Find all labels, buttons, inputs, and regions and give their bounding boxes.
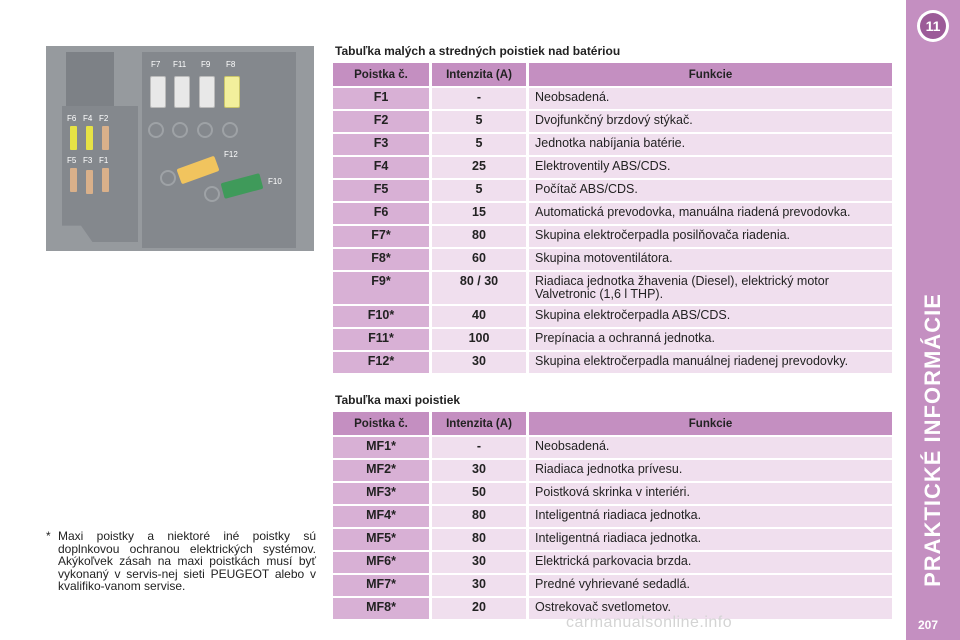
fuse-amperage: 80 [429,226,526,247]
fuse-label-f7: F7 [151,60,161,69]
fuse-label-f3: F3 [83,156,93,165]
fuse-number: F11* [333,329,429,350]
fuse-amperage: 25 [429,157,526,178]
fuse-number: MF2* [333,460,429,481]
fuse-slot [222,122,238,138]
fuse-function: Riadiaca jednotka žhavenia (Diesel), elektrický motor Valvetronic (1,6 l THP). [526,272,892,304]
fuse-function: Skupina elektročerpadla posilňovača riadenia. [526,226,892,247]
fuse-slot [148,122,164,138]
table1-title: Tabuľka malých a stredných poistiek nad batériou [335,44,621,58]
fuse-function: Jednotka nabíjania batérie. [526,134,892,155]
fuse-f7 [150,76,166,108]
fuse-amperage: - [429,88,526,109]
table-row [333,272,892,304]
table-row [333,111,892,132]
fuse-table-maxi [333,410,892,621]
table-row [333,552,892,573]
fuse-number: F6 [333,203,429,224]
fuse-amperage: 80 / 30 [429,272,526,304]
table-row [333,306,892,327]
footnote-text: Maxi poistky a niektoré iné poistky sú doplnkovou ochranou elektrických systémov. Akýkoľvek zásah na maxi poistkách musí byť vykonaný v servis-nej sieti PEUGEOT alebo v kvalifiko-vanom servise. [58,529,316,593]
fuse-function: Prepínacia a ochranná jednotka. [526,329,892,350]
fuse-amperage: 30 [429,552,526,573]
watermark: carmanualsonline.info [566,614,733,631]
fuse-amperage: 30 [429,460,526,481]
fuse-number: F5 [333,180,429,201]
table2-title: Tabuľka maxi poistiek [335,393,461,407]
fuse-box-tab [66,52,114,112]
table1-header-function: Funkcie [526,63,892,86]
chapter-title: PRAKTICKÉ INFORMÁCIE [920,293,945,587]
fuse-f5 [70,168,77,192]
fuse-function: Automatická prevodovka, manuálna riadená prevodovka. [526,203,892,224]
fuse-number: MF7* [333,575,429,596]
fuse-function: Poistková skrinka v interiéri. [526,483,892,504]
footnote [46,530,316,593]
table1-header-amperage: Intenzita (A) [429,63,526,86]
fuse-amperage: - [429,437,526,458]
fuse-number: F2 [333,111,429,132]
table-row [333,180,892,201]
fuse-amperage: 30 [429,575,526,596]
fuse-f9 [199,76,215,108]
fuse-number: MF6* [333,552,429,573]
table-row [333,249,892,270]
fuse-function: Riadiaca jednotka prívesu. [526,460,892,481]
fuse-function: Elektroventily ABS/CDS. [526,157,892,178]
fuse-amperage: 100 [429,329,526,350]
fuse-slot [197,122,213,138]
chapter-badge [917,10,949,42]
fuse-f1 [102,168,109,192]
fuse-f3 [86,170,93,194]
fuse-amperage: 20 [429,598,526,619]
fuse-function: Elektrická parkovacia brzda. [526,552,892,573]
fuse-function: Skupina elektročerpadla manuálnej riadenej prevodovky. [526,352,892,373]
fuse-label-f2: F2 [99,114,109,123]
fuse-number: F8* [333,249,429,270]
table-row [333,460,892,481]
table-row [333,226,892,247]
fuse-function: Predné vyhrievané sedadlá. [526,575,892,596]
table-row [333,134,892,155]
fuse-function: Dvojfunkčný brzdový stýkač. [526,111,892,132]
fuse-amperage: 5 [429,180,526,201]
fuse-table-small-medium [333,61,892,375]
fuse-slot [160,170,176,186]
fuse-number: MF4* [333,506,429,527]
fuse-slot [172,122,188,138]
footnote-star: * [46,529,51,543]
fuse-label-f11: F11 [173,60,187,69]
fuse-function: Počítač ABS/CDS. [526,180,892,201]
fuse-amperage: 5 [429,111,526,132]
fuse-number: F12* [333,352,429,373]
fuse-f8 [224,76,240,108]
fuse-label-f9: F9 [201,60,211,69]
fuse-amperage: 30 [429,352,526,373]
fuse-amperage: 15 [429,203,526,224]
fuse-number: F10* [333,306,429,327]
fuse-f4 [86,126,93,150]
fuse-number: MF5* [333,529,429,550]
fuse-f6 [70,126,77,150]
table-row [333,352,892,373]
fuse-number: F9* [333,272,429,304]
fuse-amperage: 80 [429,529,526,550]
fuse-function: Inteligentná riadiaca jednotka. [526,529,892,550]
fuse-number: F7* [333,226,429,247]
table-row [333,437,892,458]
table-row [333,157,892,178]
fuse-amperage: 50 [429,483,526,504]
table2-header-function: Funkcie [526,412,892,435]
table2-header-fuse: Poistka č. [333,412,429,435]
chapter-number: 11 [920,13,946,39]
fuse-number: MF3* [333,483,429,504]
fuse-function: Skupina motoventilátora. [526,249,892,270]
fuse-f2 [102,126,109,150]
fuse-label-f5: F5 [67,156,77,165]
table1-header-fuse: Poistka č. [333,63,429,86]
fuse-function: Neobsadená. [526,88,892,109]
fuse-function: Ostrekovač svetlometov. [526,598,892,619]
table-row [333,529,892,550]
fuse-function: Skupina elektročerpadla ABS/CDS. [526,306,892,327]
page-number: 207 [918,618,939,632]
table2-body [333,437,892,619]
fuse-number: MF8* [333,598,429,619]
fuse-amperage: 60 [429,249,526,270]
table-row [333,88,892,109]
fuse-box-illustration [46,46,314,251]
fuse-function: Neobsadená. [526,437,892,458]
fuse-label-f4: F4 [83,114,93,123]
fuse-label-f10: F10 [268,177,282,186]
fuse-amperage: 40 [429,306,526,327]
fuse-function: Inteligentná riadiaca jednotka. [526,506,892,527]
table-row [333,203,892,224]
fuse-number: MF1* [333,437,429,458]
table2-header-amperage: Intenzita (A) [429,412,526,435]
fuse-f11 [174,76,190,108]
fuse-number: F1 [333,88,429,109]
fuse-slot [204,186,220,202]
table-row [333,506,892,527]
table-row [333,329,892,350]
fuse-label-f8: F8 [226,60,236,69]
fuse-label-f6: F6 [67,114,77,123]
table-row [333,483,892,504]
fuse-label-f1: F1 [99,156,109,165]
fuse-number: F3 [333,134,429,155]
fuse-amperage: 80 [429,506,526,527]
table1-body [333,88,892,373]
fuse-number: F4 [333,157,429,178]
fuse-amperage: 5 [429,134,526,155]
table-row [333,575,892,596]
fuse-label-f12: F12 [224,150,238,159]
